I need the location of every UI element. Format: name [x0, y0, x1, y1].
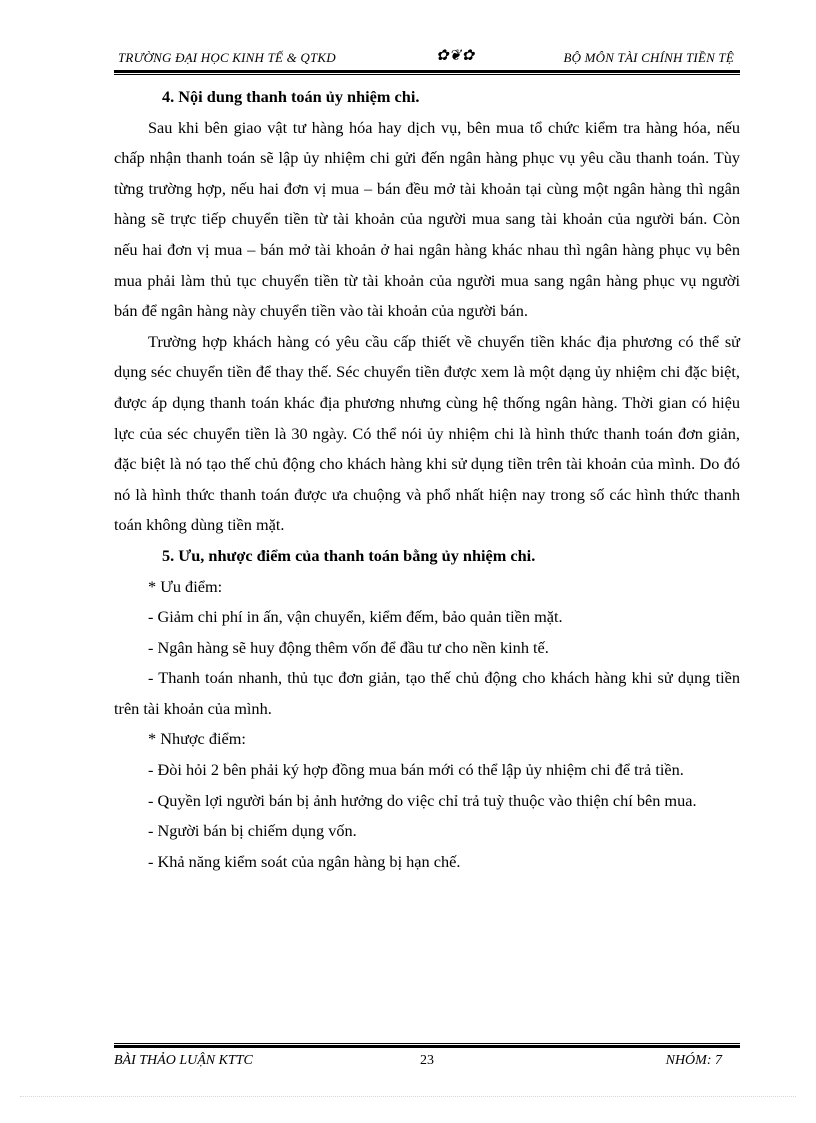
section-4-paragraph-2: Trường hợp khách hàng có yêu cầu cấp thiết về chuyển tiền khác địa phương có thể sử dụng séc chuyển tiền để thay thế. Séc chuyển tiền được xem là một dạng ủy nhiệm chi đặc biệt, được áp dụng thanh toán khác địa phương nhưng cùng hệ thống ngân hàng. Thời gian có hiệu lực của séc chuyển tiền là 30 ngày. Có thể nói ủy nhiệm chi là hình thức thanh toán đơn giản, đặc biệt là nó tạo thế chủ động cho khách hàng khi sử dụng tiền trên tài khoản của mình. Do đó nó là hình thức thanh toán được ưa chuộng và phổ nhất hiện nay trong số các hình thức thanh toán không dùng tiền mặt. — [114, 331, 740, 535]
page-number: 23 — [420, 1053, 434, 1068]
footer-group: NHÓM: 7 — [665, 1053, 722, 1068]
page-break-line — [20, 1096, 796, 1097]
advantage-item-1: - Giảm chi phí in ấn, vận chuyển, kiểm đếm, bảo quản tiền mặt. — [148, 607, 563, 627]
section-5-heading: 5. Ưu, nhược điểm của thanh toán bằng ủy nhiệm chi. — [162, 545, 536, 565]
document-body — [114, 82, 740, 877]
header-divider — [114, 70, 740, 73]
disadvantages-title: * Nhược điểm: — [148, 729, 246, 749]
advantage-item-3: - Thanh toán nhanh, thủ tục đơn giản, tạo thế chủ động cho khách hàng khi sử dụng tiền trên tài khoản của mình. — [114, 668, 740, 718]
header-department: BỘ MÔN TÀI CHÍNH TIỀN TỆ — [563, 50, 734, 65]
disadvantage-item-1: - Đòi hỏi 2 bên phải ký hợp đồng mua bán mới có thể lập ủy nhiệm chi để trả tiền. — [148, 760, 684, 780]
disadvantage-item-4: - Khả năng kiểm soát của ngân hàng bị hạn chế. — [148, 851, 461, 871]
header-university: TRƯỜNG ĐẠI HỌC KINH TẾ & QTKD — [118, 50, 336, 65]
section-4-heading: 4. Nội dung thanh toán ủy nhiệm chi. — [162, 87, 420, 106]
page-footer — [114, 1053, 740, 1077]
page-header — [118, 46, 738, 68]
footer-title: BÀI THẢO LUẬN KTTC — [114, 1053, 253, 1068]
advantages-title: * Ưu điểm: — [148, 576, 223, 596]
footer-divider — [114, 1043, 740, 1044]
disadvantage-item-3: - Người bán bị chiếm dụng vốn. — [148, 821, 357, 841]
section-4-paragraph-1: Sau khi bên giao vật tư hàng hóa hay dịch vụ, bên mua tổ chức kiểm tra hàng hóa, nếu chấp nhận thanh toán sẽ lập ủy nhiệm chi gửi đến ngân hàng phục vụ yêu cầu thanh toán. Tùy từng trường hợp, nếu hai đơn vị mua – bán đều mở tài khoản tại cùng một ngân hàng thì ngân hàng sẽ trực tiếp chuyển tiền từ tài khoản của người mua sang tài khoản của người bán. Còn nếu hai đơn vị mua – bán mở tài khoản ở hai ngân hàng khác nhau thì ngân hàng phục vụ bên mua phải làm thủ tục chuyển tiền từ tài khoản của người mua sang ngân hàng phục vụ người bán để ngân hàng này chuyển tiền vào tài khoản của người bán. — [114, 117, 740, 321]
advantage-item-2: - Ngân hàng sẽ huy động thêm vốn để đầu tư cho nền kinh tế. — [148, 637, 549, 657]
header-ornament-icon: ✿❦✿ — [436, 48, 475, 64]
disadvantage-item-2: - Quyền lợi người bán bị ảnh hưởng do việc chỉ trả tuỳ thuộc vào thiện chí bên mua. — [148, 790, 697, 810]
